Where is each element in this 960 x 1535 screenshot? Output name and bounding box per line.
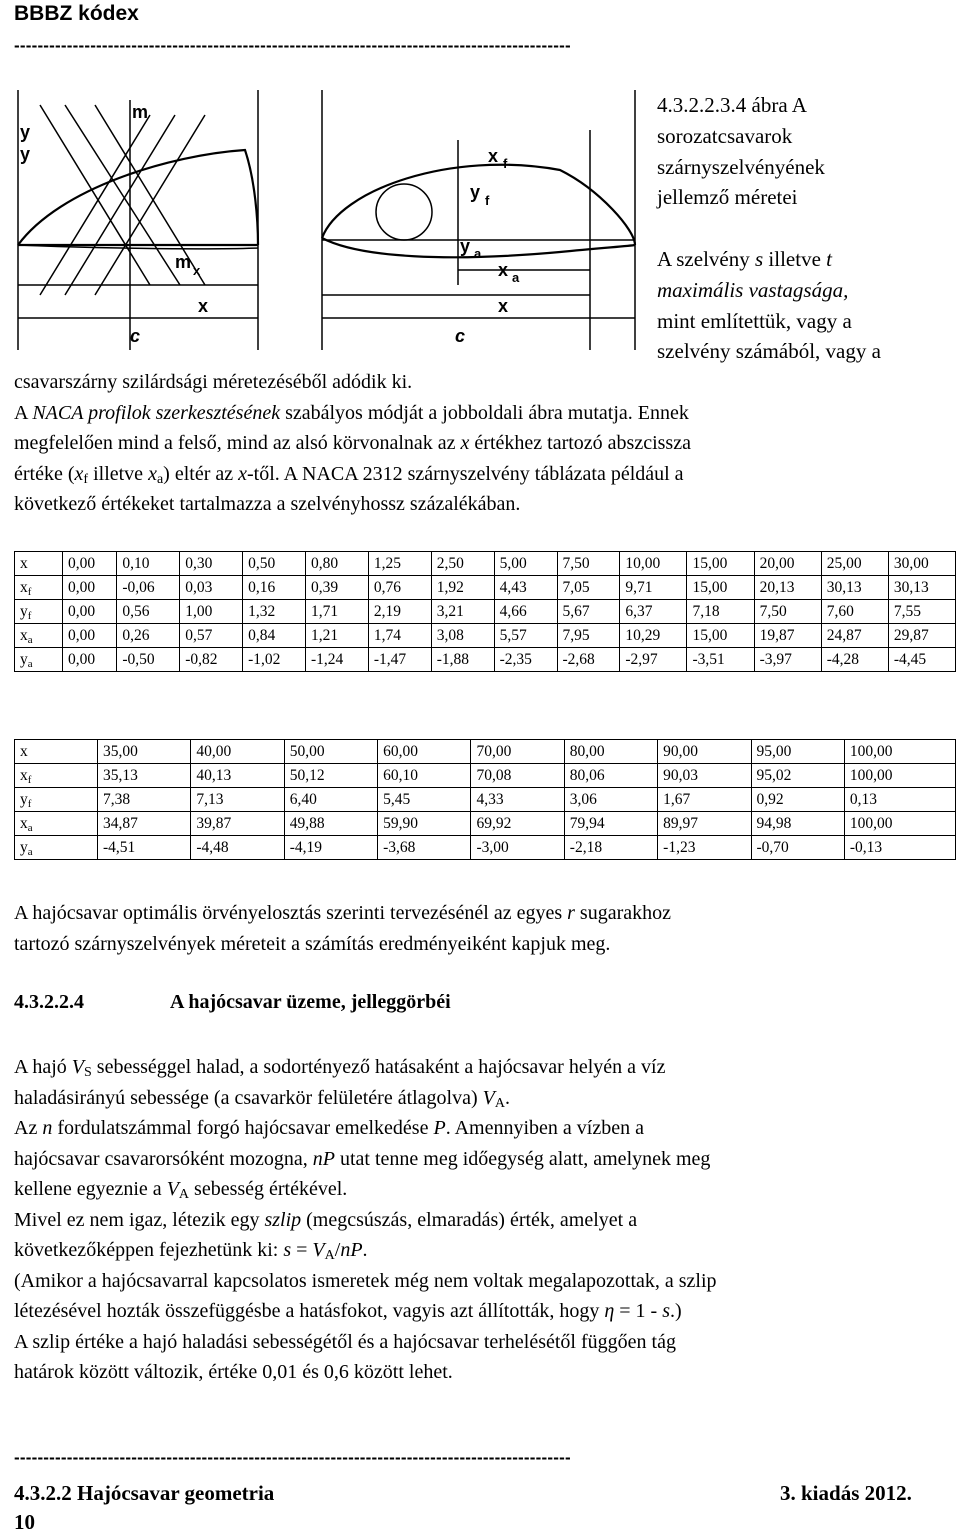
table-cell: 0,03	[180, 576, 243, 600]
table-cell: 0,30	[180, 552, 243, 576]
table-cell: 0,16	[243, 576, 306, 600]
table-cell: 7,18	[687, 600, 754, 624]
table-cell: -2,68	[557, 648, 620, 672]
table-cell: 100,00	[844, 740, 955, 764]
table-cell: -2,97	[620, 648, 687, 672]
table-cell: 7,50	[557, 552, 620, 576]
table-cell: -4,48	[191, 836, 284, 860]
side-line-2: maximális vastagsága,	[657, 277, 849, 302]
table-cell: 49,88	[284, 812, 377, 836]
table-cell: 7,38	[98, 788, 191, 812]
table-row	[15, 812, 956, 836]
table-row	[15, 788, 956, 812]
leading-edge-circle	[376, 184, 432, 240]
table-cell: 100,00	[844, 764, 955, 788]
text-line: megfelelően mind a felső, mind az alsó körvonalnak az x értékhez tartozó abszcissza	[14, 432, 691, 454]
table-cell: 80,00	[564, 740, 657, 764]
label-y1: y	[20, 122, 31, 142]
table-cell: 10,00	[620, 552, 687, 576]
table-cell: -1,02	[243, 648, 306, 672]
table-row	[15, 764, 956, 788]
naca-table-2	[14, 739, 956, 860]
caption-line: 4.3.2.2.3.4 ábra A	[657, 93, 807, 117]
table-cell: 50,00	[284, 740, 377, 764]
table-cell: 0,84	[243, 624, 306, 648]
row-label: $x_a$	[15, 624, 63, 648]
row-label: $y_f$	[15, 788, 98, 812]
text-line: haladásirányú sebessége (a csavarkör felületére átlagolva) $V_A$.	[14, 1086, 510, 1111]
caption-line: sorozatcsavarok	[657, 123, 793, 148]
table-cell: 0,92	[751, 788, 844, 812]
table-cell: -4,19	[284, 836, 377, 860]
table-cell: 80,06	[564, 764, 657, 788]
label-c-left: c	[130, 326, 141, 346]
table-cell: 15,00	[687, 624, 754, 648]
table-cell: 7,60	[821, 600, 888, 624]
table-cell: -3,51	[687, 648, 754, 672]
table-cell: -2,35	[494, 648, 557, 672]
table-cell: 1,67	[658, 788, 751, 812]
caption-line: szárnyszelvényének	[657, 154, 825, 179]
side-line-3: mint említettük, vagy a	[657, 308, 852, 333]
table-cell: 70,00	[471, 740, 564, 764]
label-yf: y	[470, 182, 481, 202]
label-mx: m	[175, 252, 192, 272]
naca-table-1	[14, 551, 956, 672]
naca-profile-figure	[0, 80, 640, 360]
table-cell: 0,39	[306, 576, 369, 600]
row-label: $x_f$	[15, 764, 98, 788]
table-cell: 2,50	[431, 552, 494, 576]
table-cell: -0,50	[117, 648, 180, 672]
table-cell: 59,90	[378, 812, 471, 836]
row-label: $y_f$	[15, 600, 63, 624]
table-cell: -1,88	[431, 648, 494, 672]
table-cell: -3,00	[471, 836, 564, 860]
text-line: (Amikor a hajócsavarral kapcsolatos ismeretek még nem voltak megalapozottak, a szlip	[14, 1269, 717, 1292]
figure-caption	[657, 90, 825, 213]
table-cell: 94,98	[751, 812, 844, 836]
label-ya-sub: a	[474, 246, 482, 261]
table-cell: 10,29	[620, 624, 687, 648]
table-row	[15, 648, 956, 672]
table-cell: 0,00	[63, 648, 117, 672]
row-label: $y_a$	[15, 648, 63, 672]
label-yf-sub: f	[485, 193, 490, 208]
table-cell: 60,10	[378, 764, 471, 788]
table-cell: 15,00	[687, 552, 754, 576]
label-m: m	[132, 102, 149, 122]
text-line: hajócsavar csavarorsóként mozogna, nP utat tenne meg időegység alatt, amelynek meg	[14, 1147, 711, 1170]
table-cell: 3,06	[564, 788, 657, 812]
table-cell: 7,13	[191, 788, 284, 812]
table-cell: -4,51	[98, 836, 191, 860]
header-rule: -----------------------------------------------------------------------------------------------	[14, 36, 571, 55]
row-label: x	[15, 740, 98, 764]
table-cell: 90,03	[658, 764, 751, 788]
table-cell: -0,06	[117, 576, 180, 600]
section-number: 4.3.2.2.4	[14, 991, 84, 1013]
table-cell: 5,00	[494, 552, 557, 576]
table-cell: -2,18	[564, 836, 657, 860]
table-cell: 0,13	[844, 788, 955, 812]
label-xa-sub: a	[512, 270, 520, 285]
table-cell: -1,24	[306, 648, 369, 672]
table-cell: 24,87	[821, 624, 888, 648]
table-cell: -0,82	[180, 648, 243, 672]
table-cell: 1,92	[431, 576, 494, 600]
table-cell: 95,00	[751, 740, 844, 764]
table-cell: 100,00	[844, 812, 955, 836]
table-cell: -1,47	[368, 648, 431, 672]
table-cell: 0,76	[368, 576, 431, 600]
table-cell: 35,13	[98, 764, 191, 788]
table-cell: 70,08	[471, 764, 564, 788]
table-cell: 69,92	[471, 812, 564, 836]
text-line: értéke ($x_f$ illetve $x_a$) eltér az x-től. A NACA 2312 szárnyszelvény táblázata például a	[14, 462, 684, 487]
caption-line: jellemző méretei	[657, 185, 798, 210]
table-cell: 40,13	[191, 764, 284, 788]
text-line: A szlip értéke a hajó haladási sebességétől és a hajócsavar terhelésétől függően tág	[14, 1330, 676, 1353]
table-cell: 35,00	[98, 740, 191, 764]
table-cell: 34,87	[98, 812, 191, 836]
table-cell: 29,87	[888, 624, 955, 648]
table-cell: -4,28	[821, 648, 888, 672]
table-cell: 5,57	[494, 624, 557, 648]
footer-chapter: 4.3.2.2 Hajócsavar geometria	[14, 1481, 275, 1505]
label-x-left: x	[198, 296, 209, 316]
table-cell: 30,13	[888, 576, 955, 600]
table-cell: 1,32	[243, 600, 306, 624]
table-cell: 89,97	[658, 812, 751, 836]
table-cell: -3,97	[754, 648, 821, 672]
table-cell: 60,00	[378, 740, 471, 764]
table-cell: 3,21	[431, 600, 494, 624]
row-label: $x_a$	[15, 812, 98, 836]
text-line: A hajó $V_S$ sebességgel halad, a sodortényező hatásaként a hajócsavar helyén a víz	[14, 1056, 666, 1080]
row-label: x	[15, 552, 63, 576]
text-line: tartozó szárnyszelvények méreteit a számítás eredményeiként kapjuk meg.	[14, 932, 611, 955]
table-cell: 25,00	[821, 552, 888, 576]
table-cell: 5,67	[557, 600, 620, 624]
label-mx-sub: x	[193, 263, 201, 278]
header-title: BBBZ kódex	[14, 2, 139, 25]
table-cell: 20,13	[754, 576, 821, 600]
table-cell: -3,68	[378, 836, 471, 860]
table-cell: 2,19	[368, 600, 431, 624]
row-label: $y_a$	[15, 836, 98, 860]
row-label: $x_f$	[15, 576, 63, 600]
table-cell: 0,80	[306, 552, 369, 576]
table-cell: 9,71	[620, 576, 687, 600]
label-xa: x	[498, 260, 509, 280]
table-cell: -0,13	[844, 836, 955, 860]
table-cell: 0,57	[180, 624, 243, 648]
table-cell: 0,10	[117, 552, 180, 576]
text-line: Az n fordulatszámmal forgó hajócsavar emelkedése P. Amennyiben a vízben a	[14, 1117, 644, 1139]
table-cell: 30,00	[888, 552, 955, 576]
paragraph-naca	[14, 367, 691, 520]
footer-edition: 3. kiadás 2012.	[780, 1481, 912, 1505]
label-y2: y	[20, 144, 31, 164]
table-cell: 95,02	[751, 764, 844, 788]
text-line: létezésével hozták összefüggésbe a hatásfokot, vagyis azt állították, hogy η = 1 - s.)	[14, 1300, 682, 1322]
label-x-right: x	[498, 296, 509, 316]
table-cell: 79,94	[564, 812, 657, 836]
table-cell: 6,40	[284, 788, 377, 812]
table-cell: -1,23	[658, 836, 751, 860]
table-row	[15, 740, 956, 764]
side-line-1: A szelvény s illetve t	[657, 247, 832, 271]
table-cell: 1,74	[368, 624, 431, 648]
table-cell: 90,00	[658, 740, 751, 764]
text-line: következő értékeket tartalmazza a szelvényhossz százalékában.	[14, 493, 521, 515]
text-line: következőképpen fejezhetünk ki: $s = V_A/nP$.	[14, 1239, 368, 1263]
table-cell: 3,08	[431, 624, 494, 648]
text-line: A NACA profilok szerkesztésének szabályos módját a jobboldali ábra mutatja. Ennek	[14, 401, 689, 424]
table-cell: 4,43	[494, 576, 557, 600]
table-cell: 5,45	[378, 788, 471, 812]
table-cell: 0,00	[63, 600, 117, 624]
table-cell: 15,00	[687, 576, 754, 600]
text-line: csavarszárny szilárdsági méretezéséből adódik ki.	[14, 371, 413, 393]
text-line: kellene egyeznie a $V_A$ sebesség értékével.	[14, 1178, 348, 1202]
side-line-4: szelvény számából, vagy a	[657, 339, 881, 364]
table-cell: 0,26	[117, 624, 180, 648]
table-cell: 0,00	[63, 624, 117, 648]
table-row	[15, 576, 956, 600]
table-cell: 0,00	[63, 552, 117, 576]
label-c-right: c	[455, 326, 466, 346]
footer-rule: -----------------------------------------------------------------------------------------------	[14, 1448, 571, 1467]
label-xf: x	[488, 146, 499, 166]
table-cell: 7,95	[557, 624, 620, 648]
table-cell: 4,66	[494, 600, 557, 624]
table-cell: 39,87	[191, 812, 284, 836]
table-cell: 7,50	[754, 600, 821, 624]
text-line: határok között változik, értéke 0,01 és 0,6 között lehet.	[14, 1361, 453, 1383]
table-cell: 7,05	[557, 576, 620, 600]
table-cell: 40,00	[191, 740, 284, 764]
table-cell: 0,56	[117, 600, 180, 624]
table-cell: 6,37	[620, 600, 687, 624]
table-cell: 1,00	[180, 600, 243, 624]
table-cell: 0,00	[63, 576, 117, 600]
table-row	[15, 624, 956, 648]
section-title: A hajócsavar üzeme, jelleggörbéi	[170, 991, 451, 1013]
label-xf-sub: f	[503, 156, 508, 171]
table-cell: 50,12	[284, 764, 377, 788]
side-text	[657, 244, 881, 367]
paragraph-slip	[14, 1052, 717, 1388]
table-cell: -0,70	[751, 836, 844, 860]
table-cell: 30,13	[821, 576, 888, 600]
table-cell: 0,50	[243, 552, 306, 576]
table-cell: 7,55	[888, 600, 955, 624]
table-cell: -4,45	[888, 648, 955, 672]
footer-page-number: 10	[14, 1510, 35, 1534]
table-cell: 1,71	[306, 600, 369, 624]
right-profile-upper	[322, 165, 635, 245]
table-cell: 19,87	[754, 624, 821, 648]
table-cell: 1,21	[306, 624, 369, 648]
table-cell: 20,00	[754, 552, 821, 576]
label-ya: y	[460, 236, 471, 256]
text-line: A hajócsavar optimális örvényelosztás szerinti tervezésénél az egyes r sugarakhoz	[14, 902, 671, 924]
table-cell: 4,33	[471, 788, 564, 812]
text-line: Mivel ez nem igaz, létezik egy szlip (megcsúszás, elmaradás) érték, amelyet a	[14, 1208, 638, 1231]
table-row	[15, 552, 956, 576]
left-profile-upper	[18, 150, 258, 245]
table-cell: 1,25	[368, 552, 431, 576]
table-row	[15, 600, 956, 624]
paragraph-design	[14, 898, 671, 959]
table-row	[15, 836, 956, 860]
